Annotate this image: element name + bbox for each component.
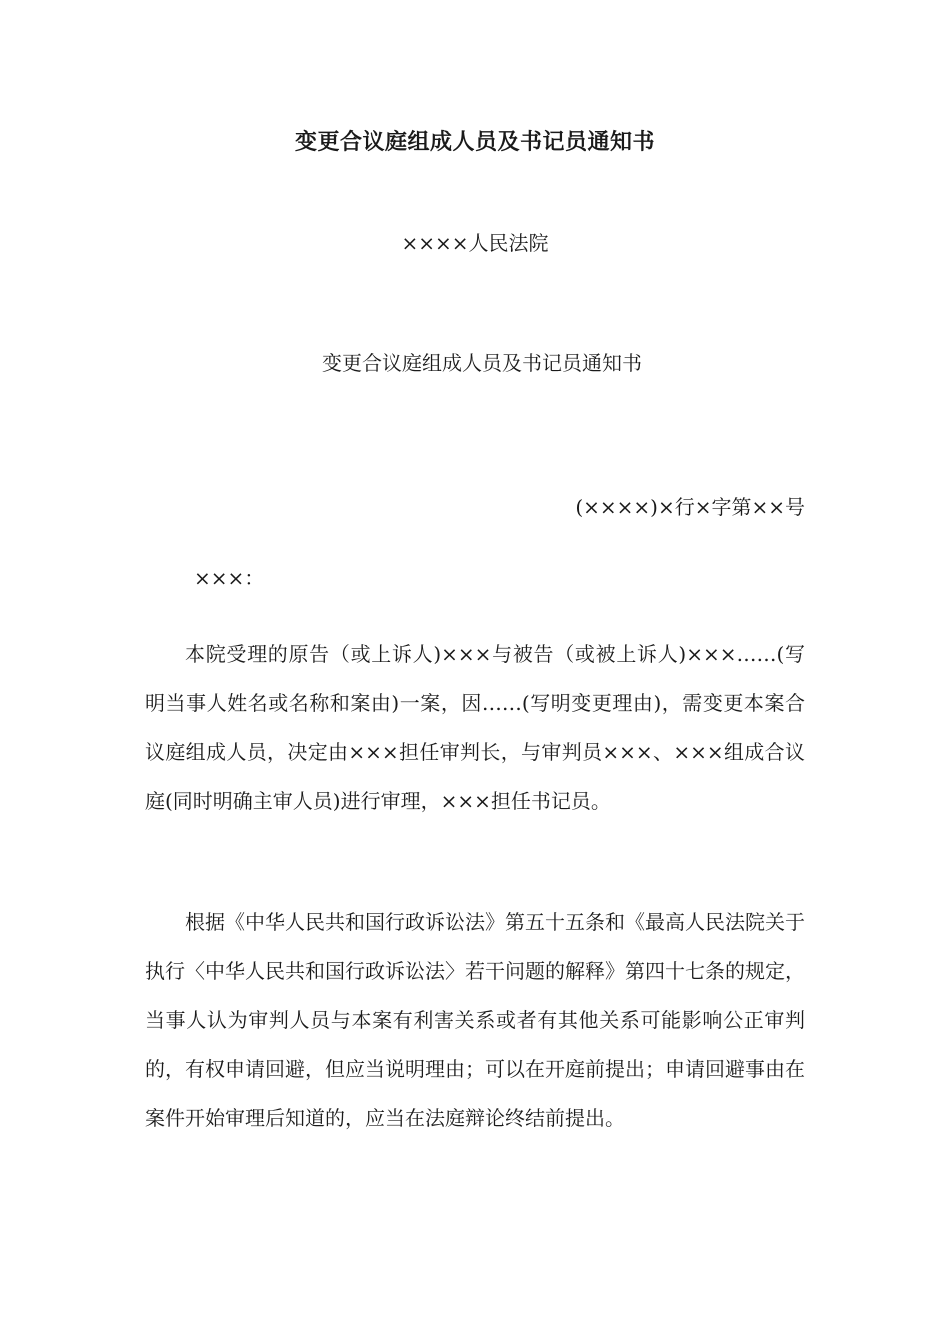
body-paragraph-legal-basis: 根据《中华人民共和国行政诉讼法》第五十五条和《最高人民法院关于执行〈中华人民共和国行政诉讼法〉若干问题的解释》第四十七条的规定，当事人认为审判人员与本案有利害关系或者有其他关系可能影响公正审判的，有权申请回避，但应当说明理由；可以在开庭前提出；申请回避事由在案件开始审理后知道的，应当在法庭辩论终结前提出。 bbox=[145, 910, 805, 1130]
page-title: 变更合议庭组成人员及书记员通知书 bbox=[294, 129, 655, 155]
body-paragraph-composition: 本院受理的原告（或上诉人)×××与被告（或被上诉人)×××……(写明当事人姓名或名称和案由)一案，因……(写明变更理由)，需变更本案合议庭组成人员，决定由×××担任审判长，与审判员×××、×××组成合议庭(同时明确主审人员)进行审理，×××担任书记员。 bbox=[145, 642, 805, 813]
addressee: ×××： bbox=[194, 566, 265, 590]
case-number: (××××)×行×字第××号 bbox=[575, 495, 805, 519]
court-name: ××××人民法院 bbox=[401, 231, 549, 255]
document-subtitle: 变更合议庭组成人员及书记员通知书 bbox=[322, 351, 642, 375]
